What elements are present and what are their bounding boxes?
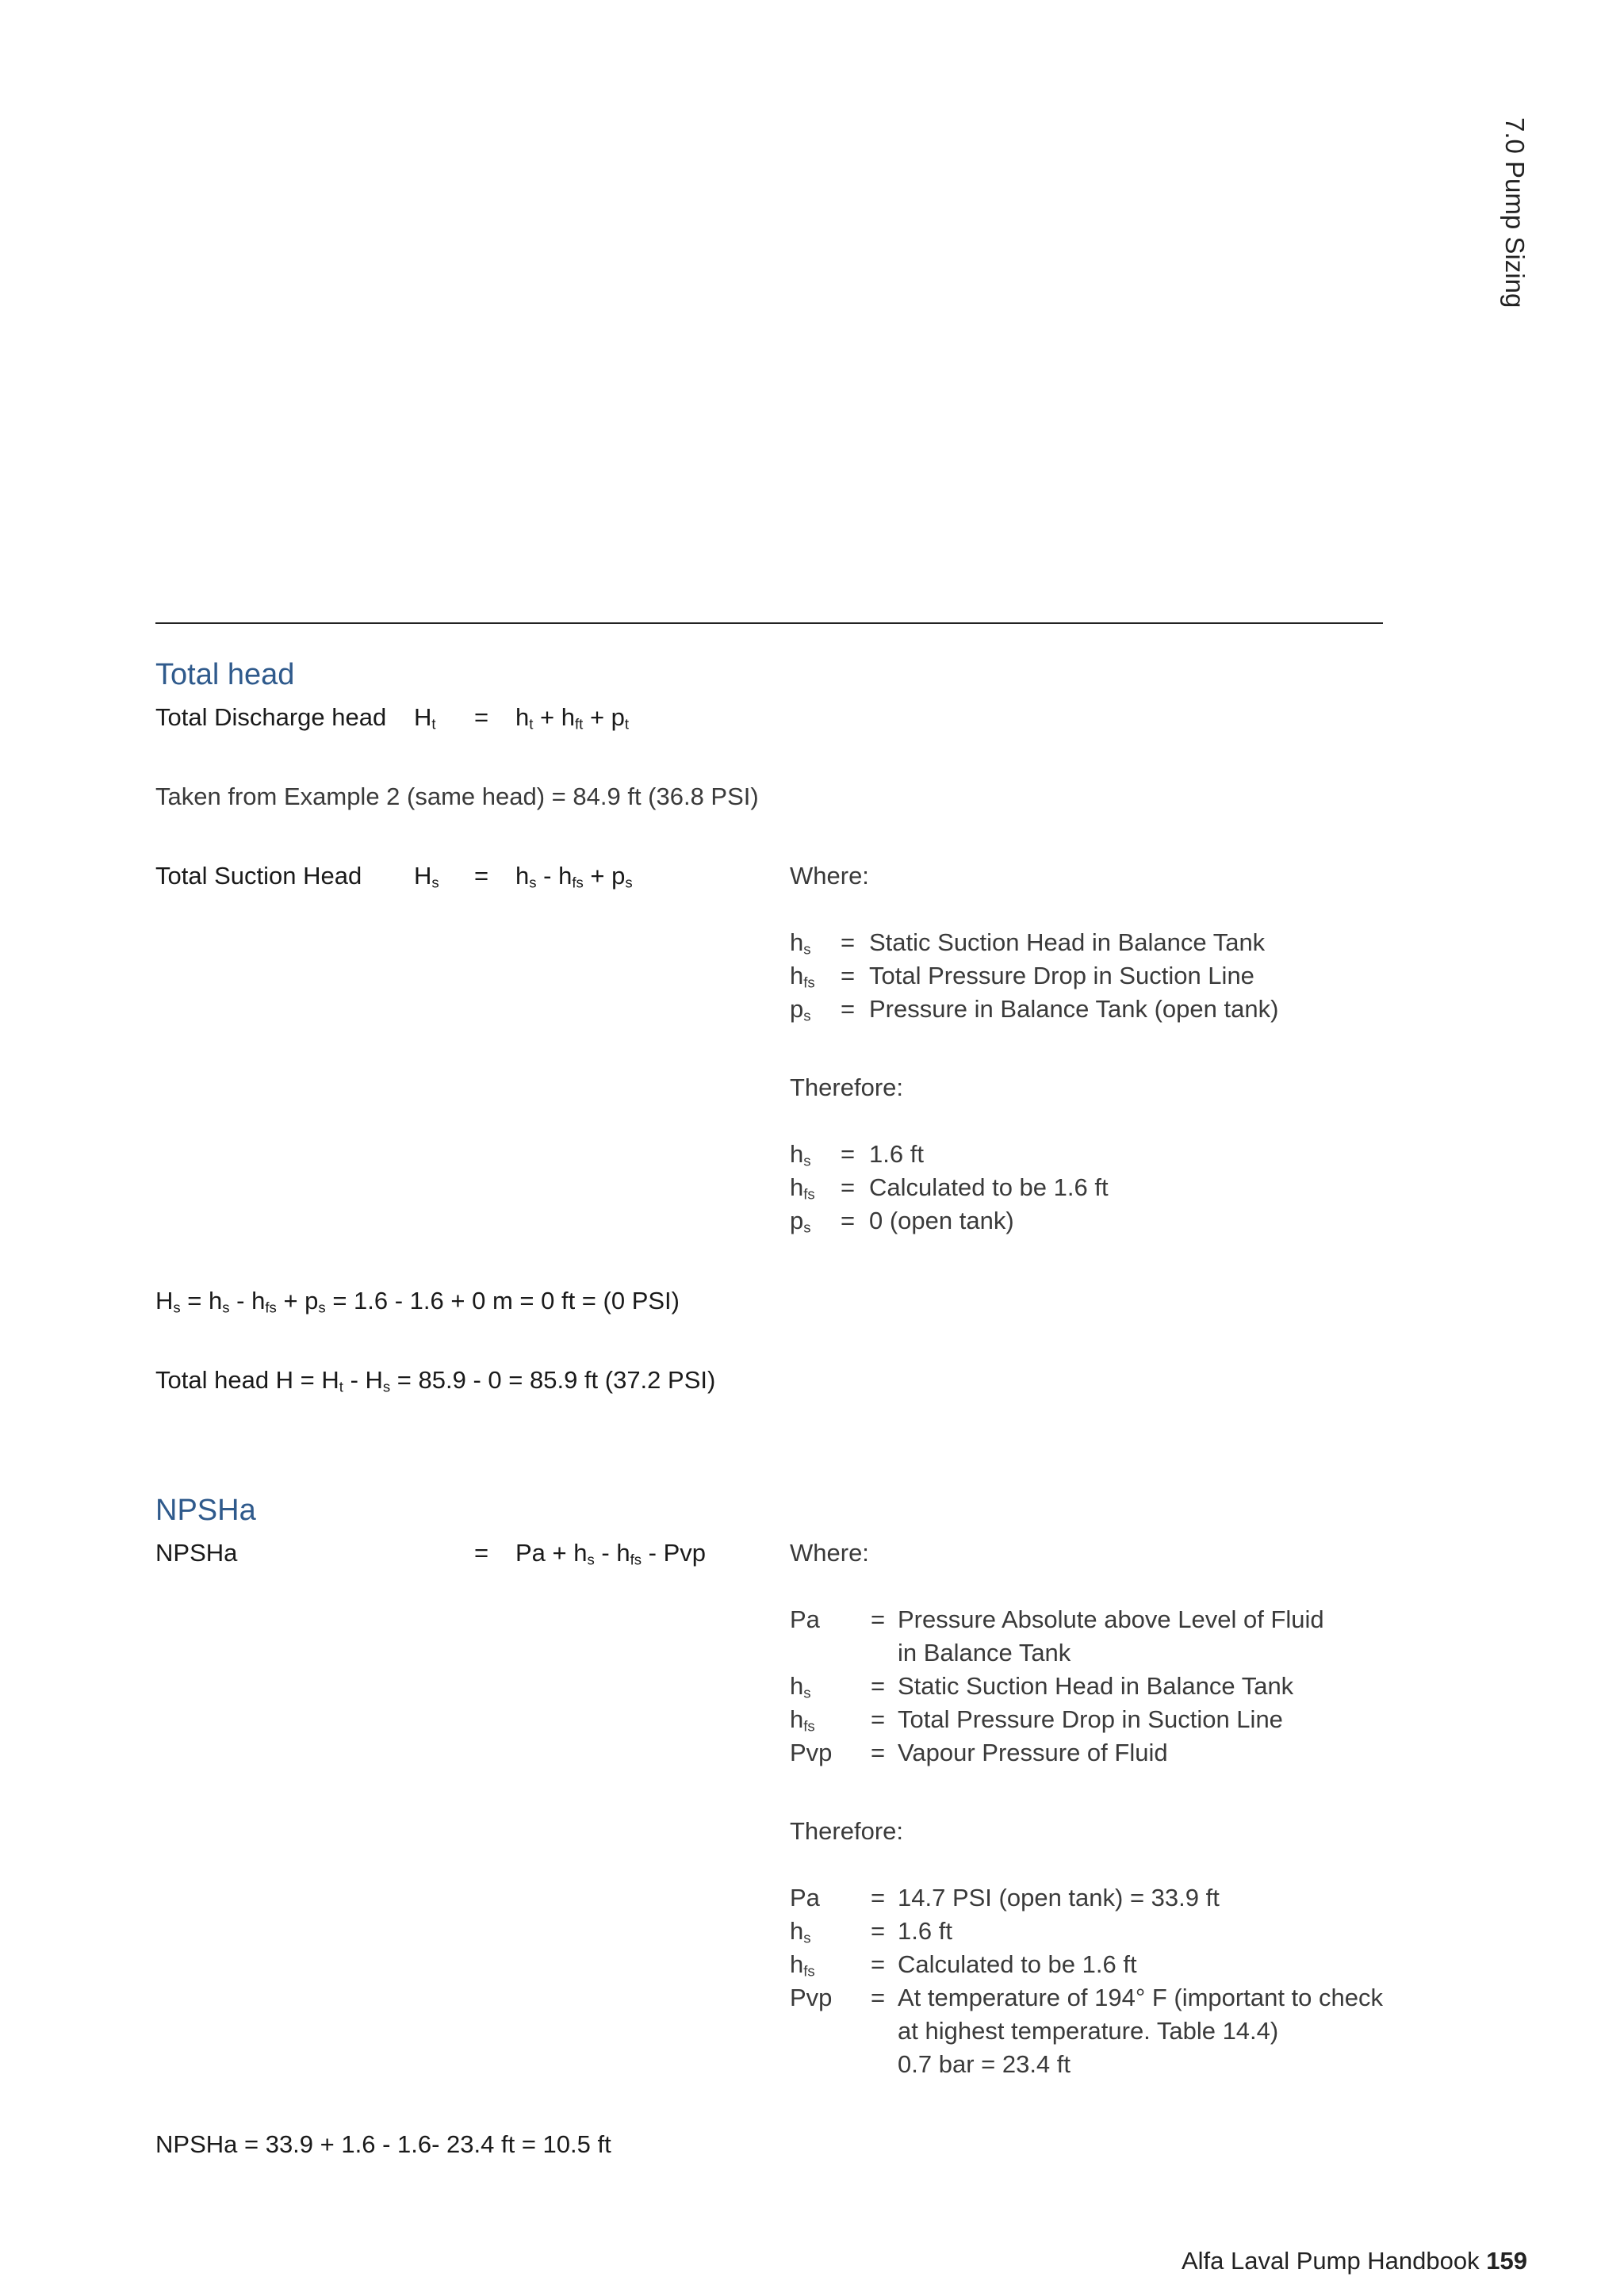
definition-text: Total Pressure Drop in Suction Line — [898, 1705, 1283, 1733]
definition-equals: = — [871, 1672, 886, 1700]
therefore-label: Therefore: — [790, 1073, 904, 1101]
definition-text: Pressure Absolute above Level of Fluid — [898, 1605, 1324, 1633]
definition-symbol: $h_s$ — [790, 928, 811, 958]
heading-total-head: Total head — [155, 658, 295, 691]
definition-text: At temperature of 194° F (important to check — [898, 1984, 1384, 2011]
npsha-where-label: Where: — [790, 1539, 869, 1567]
suction-head-calculation: $H_s = h_s - h_{fs} + p_s = 1.6 - 1.6 + 0$ m = 0 ft = (0 PSI) — [155, 1287, 680, 1316]
definition-symbol: $h_s$ — [790, 1140, 811, 1169]
definition-equals: = — [841, 995, 856, 1023]
definition-text: Static Suction Head in Balance Tank — [869, 928, 1266, 956]
definition-equals: = — [841, 1173, 856, 1201]
definition-equals: = — [841, 1140, 856, 1168]
definition-equals: = — [871, 1950, 886, 1978]
definition-equals: = — [871, 1739, 886, 1766]
book-title: Alfa Laval Pump Handbook — [1181, 2247, 1480, 2275]
npsha-label: NPSHa — [155, 1539, 238, 1567]
definition-symbol: Pa — [790, 1884, 820, 1911]
definition-text: Calculated to be 1.6 ft — [898, 1950, 1137, 1978]
definition-text: Pressure in Balance Tank (open tank) — [869, 995, 1279, 1023]
suction-formula: $h_s - h_{fs} + p_s$ — [515, 862, 633, 891]
definition-text: Vapour Pressure of Fluid — [898, 1739, 1168, 1766]
definition-equals: = — [871, 1605, 886, 1633]
section-divider — [155, 622, 1383, 624]
definition-symbol: $h_{fs}$ — [790, 962, 815, 991]
definition-equals: = — [841, 1207, 856, 1234]
definition-equals: = — [871, 1884, 886, 1911]
discharge-symbol: $H_t$ — [414, 703, 436, 733]
suction-label: Total Suction Head — [155, 862, 362, 890]
discharge-equals: = — [474, 703, 489, 731]
total-head-calculation: Total head $H = H_t - H_s = 85.9 - 0 = 85.9$ ft (37.2 PSI) — [155, 1366, 716, 1395]
page-number: 159 — [1486, 2247, 1527, 2275]
definition-equals: = — [871, 1705, 886, 1733]
definition-text: Total Pressure Drop in Suction Line — [869, 962, 1254, 989]
definition-symbol: $h_{fs}$ — [790, 1950, 815, 1980]
definition-equals: = — [841, 962, 856, 989]
taken-from-note: Taken from Example 2 (same head) = 84.9 ft (36.8 PSI) — [155, 783, 759, 810]
definition-continuation: at highest temperature. Table 14.4) — [898, 2017, 1279, 2045]
definition-text: Static Suction Head in Balance Tank — [898, 1672, 1294, 1700]
definition-text: Calculated to be 1.6 ft — [869, 1173, 1109, 1201]
definition-symbol: $h_s$ — [790, 1917, 811, 1946]
definition-equals: = — [871, 1984, 886, 2011]
npsha-formula: $Pa + h_s - h_{fs}$ - Pvp — [515, 1539, 707, 1568]
definition-text: 14.7 PSI (open tank) = 33.9 ft — [898, 1884, 1220, 1911]
definition-text: 0 (open tank) — [869, 1207, 1014, 1234]
heading-npsha: NPSHa — [155, 1494, 256, 1527]
npsha-result: NPSHa = 33.9 + 1.6 - 1.6- 23.4 ft = 10.5 ft — [155, 2130, 611, 2158]
page-footer — [1182, 2247, 1527, 2275]
where-label: Where: — [790, 862, 869, 890]
definition-symbol: $h_{fs}$ — [790, 1705, 815, 1735]
definition-symbol: $p_s$ — [790, 1207, 811, 1236]
definition-equals: = — [871, 1917, 886, 1945]
definition-symbol: $p_s$ — [790, 995, 811, 1024]
npsha-equals: = — [474, 1539, 489, 1567]
definition-continuation: 0.7 bar = 23.4 ft — [898, 2050, 1071, 2078]
definition-symbol: Pvp — [790, 1739, 833, 1766]
definition-symbol: $h_s$ — [790, 1672, 811, 1701]
running-header: 7.0 Pump Sizing — [1500, 117, 1530, 308]
definition-equals: = — [841, 928, 856, 956]
definition-symbol: Pvp — [790, 1984, 833, 2011]
npsha-therefore-label: Therefore: — [790, 1817, 904, 1845]
discharge-label: Total Discharge head — [155, 703, 387, 731]
suction-symbol: $H_s$ — [414, 862, 439, 891]
definition-text: 1.6 ft — [898, 1917, 952, 1945]
definition-continuation: in Balance Tank — [898, 1639, 1071, 1667]
suction-equals: = — [474, 862, 489, 890]
definition-symbol: Pa — [790, 1605, 820, 1633]
definition-text: 1.6 ft — [869, 1140, 924, 1168]
definition-symbol: $h_{fs}$ — [790, 1173, 815, 1203]
discharge-formula: $h_t + h_{ft} + p_t$ — [515, 703, 630, 733]
